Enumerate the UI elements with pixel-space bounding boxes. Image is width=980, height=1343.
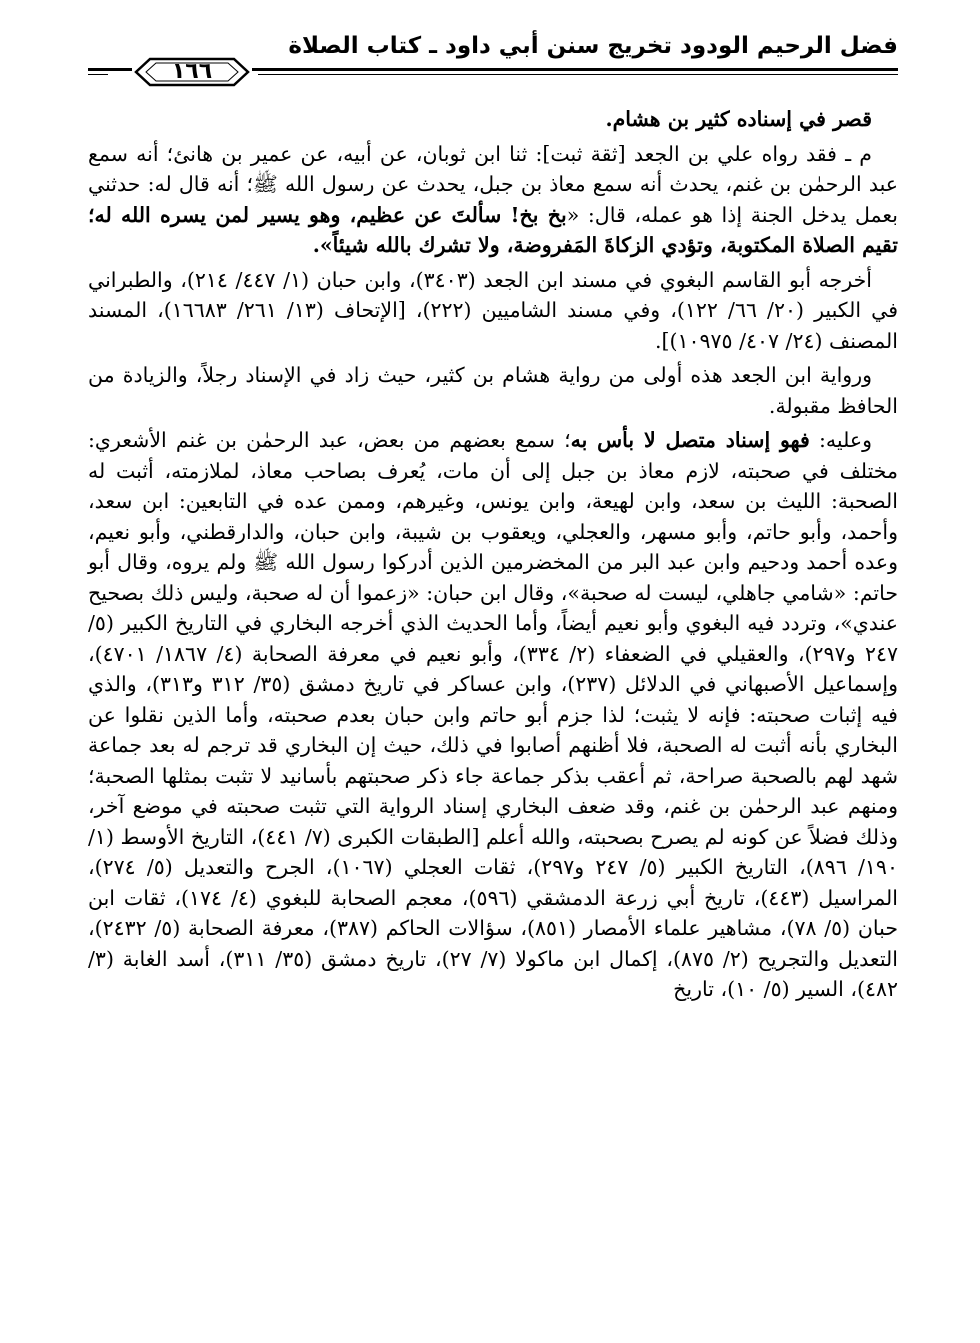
hadith-text-end: ». xyxy=(312,233,333,257)
paragraph-1: قصر في إسناده كثير بن هشام. xyxy=(605,107,872,131)
header-rule-thin-left xyxy=(88,74,108,75)
paragraph-2 xyxy=(88,139,898,261)
paragraph-5-verdict: فهو إسناد متصل لا بأس به xyxy=(570,428,810,452)
main-text xyxy=(88,104,898,1009)
paragraph-5 xyxy=(88,425,898,1005)
paragraph-4: ورواية ابن الجعد هذه أولى من رواية هشام بن كثير، حيث زاد في الإسناد رجلاً، والزيادة من الحافظ مقبولة. xyxy=(88,363,898,418)
book-page xyxy=(88,0,898,1343)
page-number: ١٦٦ xyxy=(171,59,213,84)
paragraph-3-takhrij: أخرجه أبو القاسم البغوي في مسند ابن الجعد (٣٤٠٣)، وابن حبان (١/ ٤٤٧/ ٢١٤)، والطبراني في الكبير (٢٠/ ٦٦/ ١٢٢)، وفي مسند الشاميين (٢٢٢)، [الإتحاف (١٣/ ٢٦١/ ١٦٦٨٣)، المسند المصنف (٢٤/ ٤٠٧/ ١٠٩٧٥)]. xyxy=(88,267,898,353)
paragraph-5-lead: وعليه: xyxy=(809,428,872,452)
header-rule-thin-right xyxy=(258,74,898,75)
page-number-ornament xyxy=(132,56,252,88)
running-title: فضل الرحيم الودود تخريج سنن أبي داود ـ كتاب الصلاة xyxy=(288,33,898,59)
paragraph-5-body: ؛ سمع بعضهم من بعض، عبد الرحمٰن بن غنم الأشعري: مختلف في صحبته، لازم معاذ بن جبل إلى أن مات، يُعرف بصاحب معاذ، لملازمته، أثبت له الصحبة: الليث بن سعد، وابن لهيعة، وابن يونس، وغيرهم، وممن عده في التابعين: ابن سعد، وأحمد، وأبو حاتم، وأبو مسهر، والعجلي، ويعقوب بن شيبة، وابن حبان، والدارقطني، وأبو نعيم، وعده أحمد ودحيم وابن عبد البر من المخضرمين الذين أدركوا رسول الله ﷺ ولم يروه، وقال أبو حاتم: «شامي جاهلي، ليست له صحبة»، وقال ابن حبان: «زعموا أن له صحبة، وليس ذلك بصحيح عندي»، وتردد فيه البغوي وأبو نعيم أيضاً، وأما الحديث الذي أخرجه البخاري في التاريخ الكبير (٥/ ٢٤٧ و٢٩٧)، والعقيلي في الضعفاء (٢/ ٣٣٤)، وأبو نعيم في معرفة الصحابة (٤/ ١٨٦٧/ ٤٧٠١)، وإسماعيل الأصبهاني في الدلائل (٢٣٧)، وابن عساكر في تاريخ دمشق (٣٥/ ٣١٢ و٣١٣)، والذي فيه إثبات صحبته: فإنه لا يثبت؛ لذا جزم أبو حاتم وابن حبان بعدم صحبته، وأما الذين نقلوا عن البخاري بأنه أثبت له الصحبة، فلا أظنهم أصابوا في ذلك، حيث إن البخاري قد ترجم له بعد جماعة شهد لهم بالصحبة صراحة، ثم أعقب بذكر جماعة جاء ذكر صحبتهم بأسانيد لا تثبت بمثلها الصحبة؛ ومنهم عبد الرحمٰن بن غنم، وقد ضعف البخاري إسناد الرواية التي تثبت صحبته في موضع آخر، وذلك فضلاً عن كونه لم يصرح بصحبته، والله أعلم [الطبقات الكبرى (٧/ ٤٤١)، التاريخ الأوسط (١/ ١٩٠/ ٨٩٦)، التاريخ الكبير (٥/ ٢٤٧ و٢٩٧)، ثقات العجلي (١٠٦٧)، الجرح والتعديل (٥/ ٢٧٤)، المراسيل (٤٤٣)، تاريخ أبي زرعة الدمشقي (٥٩٦)، معجم الصحابة للبغوي (٤/ ١٧٤)، ثقات ابن حبان (٥/ ٧٨)، مشاهير علماء الأمصار (٨٥١)، سؤالات الحاكم (٣٨٧)، معرفة الصحابة (٥/ ٢٤٣٢)، التعديل والتجريح (٢/ ٨٧٥)، إكمال ابن ماكولا (٧/ ٢٧)، تاريخ دمشق (٣٥/ ٣١١)، أسد الغابة (٣/ ٤٨٢)، السير (٥/ ١٠)، تاريخ xyxy=(88,428,899,1001)
hadith-text: بخ بخ! سألتَ عن عظيم، وهو يسير لمن يسره الله له؛ تقيم الصلاة المكتوبة، وتؤدي الزكاةَ المَفروضة، ولا تشرك بالله شيئاً xyxy=(88,202,898,257)
paragraph-2-isnad: م ـ فقد رواه علي بن الجعد [ثقة ثبت]: ثنا ابن ثوبان، عن أبيه، عن عمير بن هانئ؛ أنه سمع عبد الرحمٰن بن غنم، يحدث أنه سمع معاذ بن جبل، يحدث عن رسول الله ﷺ؛ أنه قال له: حدثني بعمل يدخل الجنة إذا هو عمله، قال: « xyxy=(88,141,899,227)
